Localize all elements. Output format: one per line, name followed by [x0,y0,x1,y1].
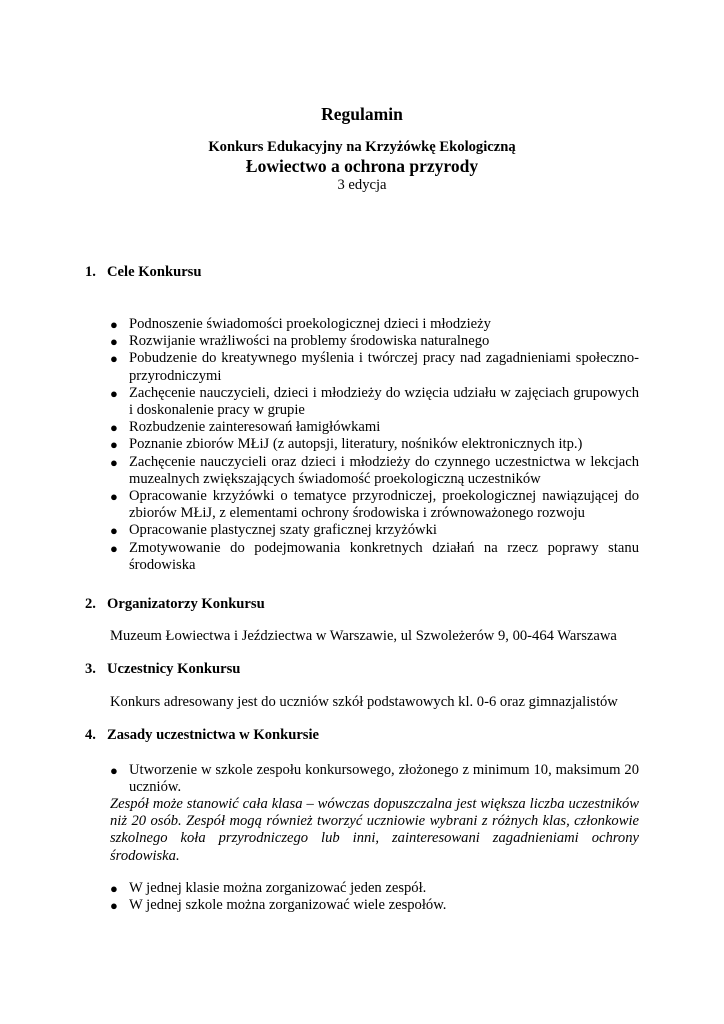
list-item-text: Utworzenie w szkole zespołu konkursowego, złożonego z minimum 10, maksimum 20 uczniów. [129,762,639,796]
section-4-bullet-list-b [110,880,639,914]
section-4-heading [85,727,319,744]
list-item [110,897,639,914]
section-number: 4. [85,727,96,743]
note-line: Zespół może stanowić cała klasa – wówczas dopuszczalna jest większa liczba uczestników [110,796,639,812]
list-item-text: Rozwijanie wrażliwości na problemy środowiska naturalnego [129,333,490,350]
list-item [110,454,639,488]
list-item-text: Opracowanie krzyżówki o tematyce przyrodniczej, proekologicznej nawiązującej do zbiorów MŁiJ, z elementami ochrony środowiska i zrównoważonego rozwoju [129,488,639,522]
list-item [110,762,639,796]
contest-edition: 3 edycja [337,177,387,193]
bullet-icon: ● [110,420,118,436]
organizer-text: Muzeum Łowiectwa i Jeździectwa w Warszawie, ul Szwoleżerów 9, 00-464 Warszawa [110,628,617,644]
section-1-heading [85,264,201,281]
section-4-bullet-list-a [110,762,639,796]
list-item [110,436,639,453]
section-title: Cele Konkursu [107,264,202,280]
section-title: Organizatorzy Konkursu [107,596,265,612]
bullet-icon: ● [110,489,118,505]
list-item-text: Opracowanie plastycznej szaty graficznej krzyżówki [129,522,437,539]
list-item-text: Zachęcenie nauczycieli oraz dzieci i młodzieży do czynnego uczestnictwa w lekcjach muzealnych zwiększających świadomość proekologiczną uczestników [129,453,639,487]
bullet-icon: ● [110,540,118,556]
list-item [110,419,639,436]
list-item [110,522,639,539]
section-number: 3. [85,661,96,677]
list-item [110,488,639,522]
section-number: 2. [85,596,96,612]
contest-theme: Łowiectwo a ochrona przyrody [245,156,479,176]
bullet-icon: ● [110,437,118,453]
list-item-text: Zachęcenie nauczycieli, dzieci i młodzieży do wzięcia udziału w zajęciach grupowych i doskonalenie pracy w grupie [129,384,639,419]
section-1-bullet-list [110,316,639,574]
list-item [110,385,639,419]
list-item-text: Zmotywowanie do podejmowania konkretnych działań na rzecz poprawy stanu środowiska [129,539,639,573]
bullet-icon: ● [110,317,118,332]
section-title: Uczestnicy Konkursu [107,661,241,677]
note-line: szkolnego koła przyrodniczego lub inni, zainteresowani zagadnieniami ochrony [110,830,639,847]
bullet-icon: ● [110,334,118,350]
note-line: środowiska. [110,847,180,864]
list-item-text: Poznanie zbiorów MŁiJ (z autopsji, literatury, nośników elektronicznych itp.) [129,436,583,453]
list-item-text: W jednej szkole można zorganizować wiele zespołów. [129,897,447,914]
bullet-icon: ● [110,763,118,778]
list-item [110,350,639,384]
list-item-text: Rozbudzenie zainteresowań łamigłówkami [129,419,381,436]
bullet-icon: ● [110,881,118,896]
bullet-icon: ● [110,351,118,367]
list-item-text: Pobudzenie do kreatywnego myślenia i twórczej pracy nad zagadnieniami społeczno-przyrodniczymi [129,350,639,384]
note-line: niż 20 osób. Zespół mogą również tworzyć uczniowie wybrani z różnych klas, członkowie [110,813,639,830]
list-item [110,316,639,333]
section-2-heading [85,596,265,613]
list-item [110,333,639,350]
section-title: Zasady uczestnictwa w Konkursie [107,727,320,743]
list-item-text: W jednej klasie można zorganizować jeden zespół. [129,880,427,896]
document-title: Regulamin [321,104,403,124]
list-item [110,540,639,574]
bullet-icon: ● [110,385,118,401]
list-item [110,880,639,897]
list-item-text: Podnoszenie świadomości proekologicznej dzieci i młodzieży [129,316,491,332]
bullet-icon: ● [110,898,118,914]
bullet-icon: ● [110,523,118,539]
section-number: 1. [85,264,96,280]
section-3-heading [85,661,240,678]
team-composition-note [110,796,639,865]
contest-name: Konkurs Edukacyjny na Krzyżówkę Ekologiczną [208,139,516,155]
participants-text: Konkurs adresowany jest do uczniów szkół podstawowych kl. 0-6 oraz gimnazjalistów [110,694,618,710]
bullet-icon: ● [110,454,118,470]
